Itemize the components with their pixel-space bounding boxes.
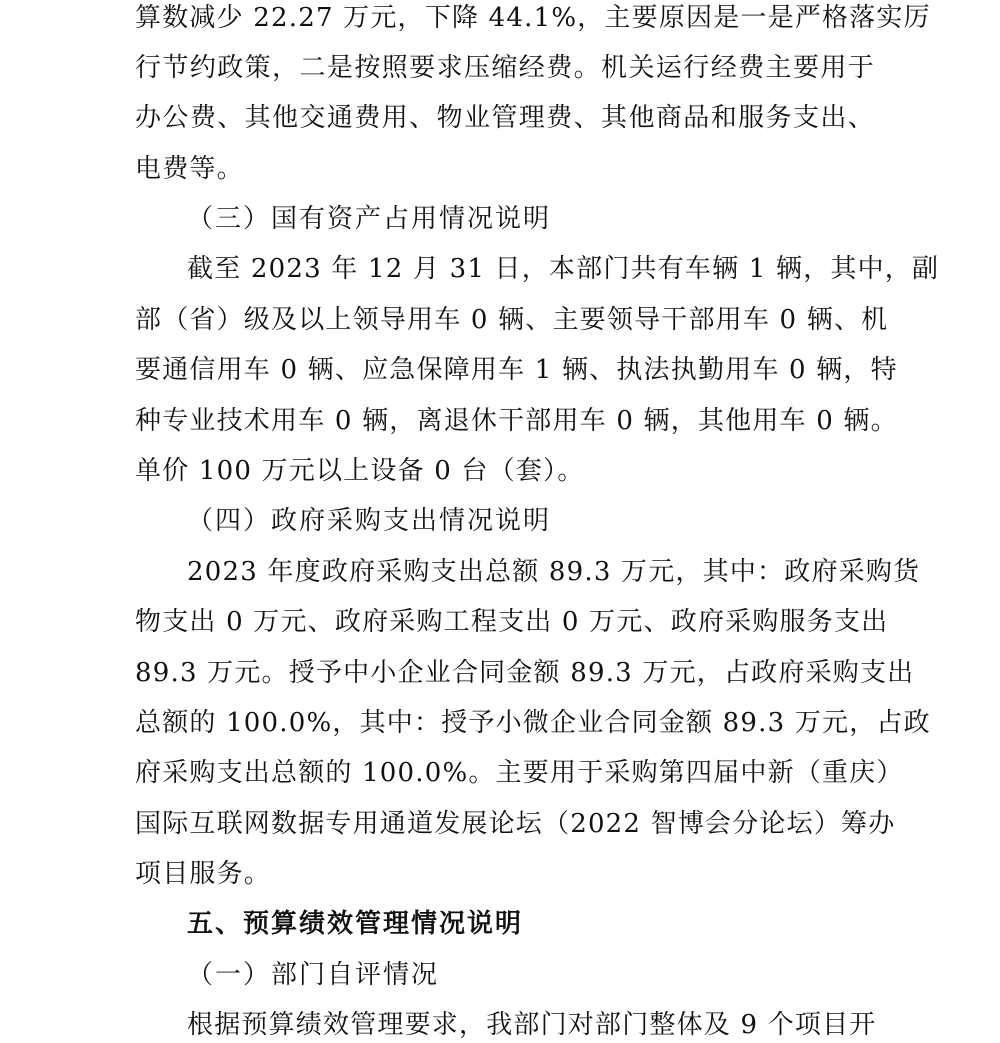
paragraph-line: 算数减少 22.27 万元，下降 44.1%，主要原因是一是严格落实厉: [135, 3, 931, 33]
section-heading-procurement: （四）政府采购支出情况说明: [187, 506, 552, 536]
chapter-heading-performance: 五、预算绩效管理情况说明: [187, 909, 524, 939]
paragraph-line: 府采购支出总额的 100.0%。主要用于采购第四届中新（重庆）: [135, 758, 904, 788]
paragraph-line: 单价 100 万元以上设备 0 台（套）。: [135, 456, 585, 486]
paragraph-line: 种专业技术用车 0 辆，离退休干部用车 0 辆，其他用车 0 辆。: [135, 406, 898, 436]
paragraph-line: 总额的 100.0%，其中：授予小微企业合同金额 89.3 万元，占政: [135, 708, 931, 738]
section-heading-assets: （三）国有资产占用情况说明: [187, 204, 552, 234]
paragraph-line: 部（省）级及以上领导用车 0 辆、主要领导干部用车 0 辆、机: [135, 305, 889, 335]
paragraph-line: 要通信用车 0 辆、应急保障用车 1 辆、执法执勤用车 0 辆，特: [135, 355, 898, 385]
paragraph-line: 行节约政策，二是按照要求压缩经费。机关运行经费主要用于: [135, 53, 875, 83]
paragraph-line: 物支出 0 万元、政府采购工程支出 0 万元、政府采购服务支出: [135, 607, 889, 637]
section-heading-self-evaluation: （一）部门自评情况: [187, 960, 440, 990]
paragraph-line: 2023 年度政府采购支出总额 89.3 万元，其中：政府采购货: [187, 557, 921, 587]
paragraph-line: 办公费、其他交通费用、物业管理费、其他商品和服务支出、: [135, 103, 875, 133]
paragraph-line: 电费等。: [135, 154, 244, 184]
paragraph-line: 国际互联网数据专用通道发展论坛（2022 智博会分论坛）筹办: [135, 809, 896, 839]
paragraph-line: 89.3 万元。授予中小企业合同金额 89.3 万元，占政府采购支出: [135, 658, 915, 688]
paragraph-line: 项目服务。: [135, 859, 272, 889]
paragraph-line: 根据预算绩效管理要求，我部门对部门整体及 9 个项目开: [187, 1010, 877, 1040]
paragraph-line: 截至 2023 年 12 月 31 日，本部门共有车辆 1 辆，其中，副: [187, 254, 940, 284]
